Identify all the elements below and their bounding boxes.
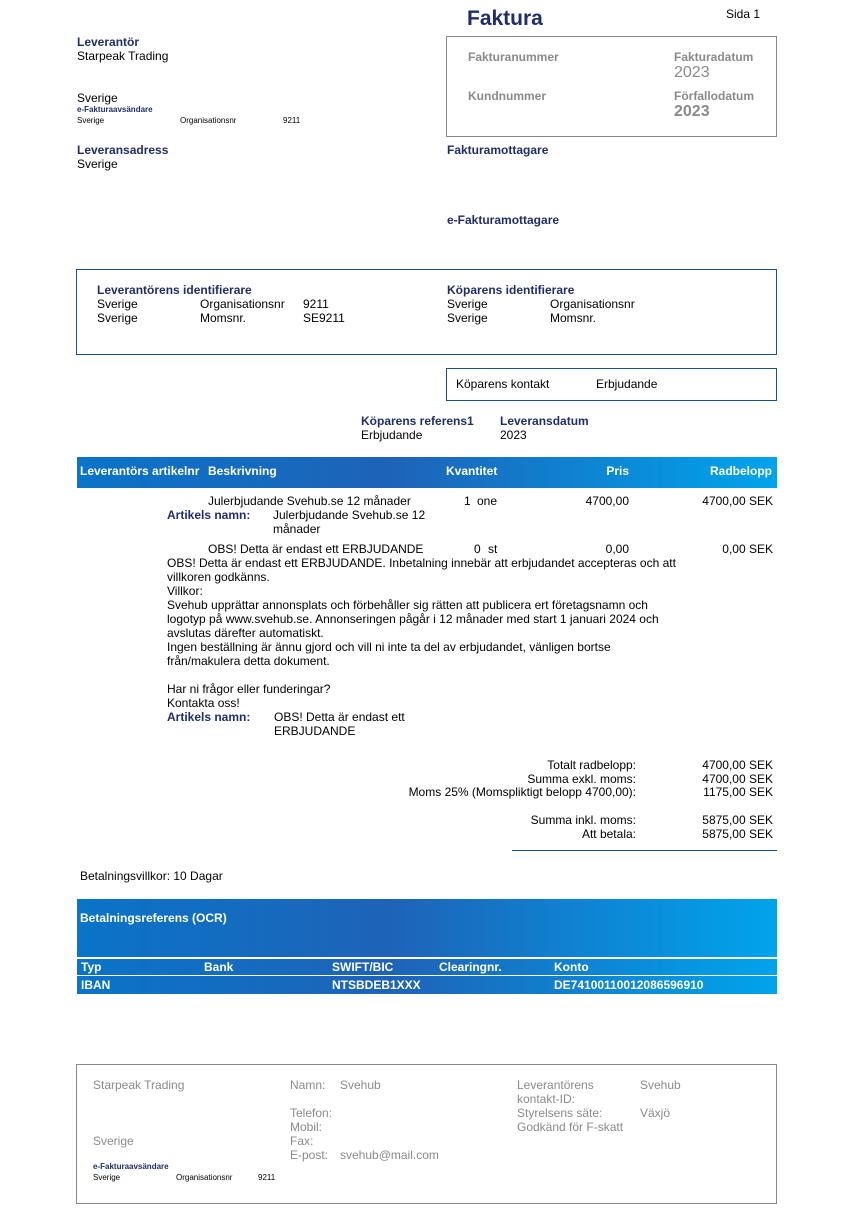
item2-note-4: Ingen beställning är ännu gjord och vill ni inte ta del av erbjudandet, vänligen bortse från/makulera detta dokument. — [167, 640, 611, 668]
customer-number-label: Kundnummer — [468, 89, 546, 103]
items-table-header — [77, 457, 777, 488]
buyer-id-label-1: Organisationsnr — [550, 297, 635, 311]
due-date-label: Förfallodatum — [674, 89, 754, 103]
invoice-date-label: Fakturadatum — [674, 50, 754, 64]
footer-contact-id: Svehub — [640, 1078, 681, 1092]
buyer-id-country-2: Sverige — [447, 311, 488, 325]
col-quantity: Kvantitet — [446, 464, 498, 478]
col-price: Pris — [606, 464, 629, 478]
supplier-name: Starpeak Trading — [77, 49, 169, 63]
item2-note-2: Villkor: — [167, 584, 203, 598]
buyer-contact-label: Köparens kontakt — [456, 377, 550, 391]
item2-note-5: Har ni frågor eller funderingar? — [167, 682, 331, 696]
supplier-id-label-1: Organisationsnr — [200, 297, 285, 311]
payment-row — [77, 976, 777, 994]
footer-email-label: E-post: — [290, 1148, 329, 1162]
footer-mobile-label: Mobil: — [290, 1120, 323, 1134]
supplier-label: Leverantör — [77, 35, 140, 49]
footer-company: Starpeak Trading — [93, 1078, 185, 1092]
supplier-ef-org-label: Organisationsnr — [180, 116, 237, 125]
supplier-id-value-1: 9211 — [303, 297, 329, 311]
footer-ef-country: Sverige — [93, 1173, 121, 1182]
sum-excl-vat-value: 4700,00 SEK — [702, 772, 773, 786]
delivery-address-label: Leveransadress — [77, 143, 169, 157]
payment-swift: NTSBDEB1XXX — [332, 978, 421, 992]
identifiers-box — [76, 269, 777, 355]
payment-table-header — [77, 959, 777, 975]
line-total-label: Totalt radbelopp: — [547, 758, 636, 772]
item1-name: Julerbjudande Svehub.se 12 månader — [273, 508, 426, 536]
footer-phone-label: Telefon: — [290, 1106, 333, 1120]
payment-type: IBAN — [81, 978, 111, 992]
col-swift: SWIFT/BIC — [332, 960, 394, 974]
item1-quantity: 1 — [464, 494, 471, 508]
payment-terms: Betalningsvillkor: 10 Dagar — [80, 869, 223, 883]
item1-name-label: Artikels namn: — [167, 508, 251, 522]
item2-name-label: Artikels namn: — [167, 710, 251, 724]
supplier-ef-country: Sverige — [77, 116, 105, 125]
item1-unit: one — [477, 494, 498, 508]
supplier-efaktura-label: e-Fakturaavsändare — [77, 105, 153, 114]
col-line-total: Radbelopp — [710, 464, 772, 478]
footer-name: Svehub — [340, 1078, 381, 1092]
item2-unit: st — [488, 542, 498, 556]
supplier-id-value-2: SE9211 — [303, 311, 345, 325]
item2-note-1: OBS! Detta är endast ett ERBJUDANDE. Inbetalning innebär att erbjudandet accepteras och att villkoren godkänns. — [167, 556, 676, 584]
footer-seat-label: Styrelsens säte: — [517, 1106, 603, 1120]
sum-incl-vat-value: 5875,00 SEK — [702, 813, 773, 827]
col-type: Typ — [81, 960, 102, 974]
e-invoice-recipient-label: e-Fakturamottagare — [447, 213, 560, 227]
footer-ftax: Godkänd för F-skatt — [517, 1120, 624, 1134]
vat-label: Moms 25% (Momspliktigt belopp 4700,00): — [408, 785, 636, 799]
item2-note-3: Svehub upprättar annonsplats och förbehåller sig rätten att publicera ert företagsnamn och logotyp på www.svehub.se. Annonseringen pågår i 12 månader med start 1 januari 2024 och avslutas därefter automatiskt. — [167, 598, 659, 640]
item2-name: OBS! Detta är endast ett ERBJUDANDE — [274, 710, 405, 738]
footer-country: Sverige — [93, 1134, 134, 1148]
supplier-ef-org: 9211 — [283, 116, 301, 125]
col-description: Beskrivning — [208, 464, 277, 478]
item2-total: 0,00 SEK — [722, 542, 773, 556]
col-article-number: Leverantörs artikelnr — [80, 464, 200, 478]
supplier-country: Sverige — [77, 91, 118, 105]
buyer-reference-label: Köparens referens1 — [361, 414, 474, 428]
invoice-recipient-label: Fakturamottagare — [447, 143, 549, 157]
col-account: Konto — [554, 960, 589, 974]
payment-account: DE74100110012086596910 — [554, 978, 704, 992]
line-total-value: 4700,00 SEK — [702, 758, 773, 772]
item2-quantity: 0 — [474, 542, 481, 556]
footer-ef-label: e-Fakturaavsändare — [93, 1162, 169, 1171]
col-clearing: Clearingnr. — [439, 960, 502, 974]
col-bank: Bank — [204, 960, 234, 974]
invoice-title: Faktura — [467, 7, 543, 30]
sum-excl-vat-label: Summa exkl. moms: — [527, 772, 636, 786]
buyer-id-country-1: Sverige — [447, 297, 488, 311]
buyer-reference-value: Erbjudande — [361, 428, 423, 442]
footer-ef-org: 9211 — [258, 1173, 276, 1182]
item1-description: Julerbjudande Svehub.se 12 månader — [208, 494, 411, 508]
footer-fax-label: Fax: — [290, 1134, 314, 1148]
footer-contact-id-label: Leverantörens kontakt-ID: — [517, 1078, 594, 1106]
ocr-label: Betalningsreferens (OCR) — [80, 911, 227, 925]
footer-name-label: Namn: — [290, 1078, 326, 1092]
supplier-id-label-2: Momsnr. — [200, 311, 247, 325]
vat-value: 1175,00 SEK — [703, 785, 773, 799]
supplier-id-country-1: Sverige — [97, 297, 138, 311]
supplier-id-country-2: Sverige — [97, 311, 138, 325]
item1-total: 4700,00 SEK — [702, 494, 773, 508]
payment-reference-block — [77, 899, 777, 957]
item2-description: OBS! Detta är endast ett ERBJUDANDE — [208, 542, 424, 556]
delivery-country: Sverige — [77, 157, 118, 171]
item2-price: 0,00 — [605, 542, 629, 556]
invoice-date: 2023 — [674, 64, 710, 81]
totals-divider — [512, 850, 777, 851]
invoice-number-label: Fakturanummer — [468, 50, 559, 64]
sum-incl-vat-label: Summa inkl. moms: — [530, 813, 636, 827]
delivery-date-value: 2023 — [500, 428, 527, 442]
amount-to-pay-value: 5875,00 SEK — [702, 827, 773, 841]
item2-note-6: Kontakta oss! — [167, 696, 240, 710]
buyer-identifiers-label: Köparens identifierare — [447, 283, 575, 297]
item1-price: 4700,00 — [585, 494, 629, 508]
due-date: 2023 — [674, 103, 710, 120]
footer-ef-org-label: Organisationsnr — [176, 1173, 233, 1182]
footer-seat: Växjö — [640, 1106, 671, 1120]
buyer-contact-value: Erbjudande — [596, 377, 658, 391]
buyer-id-label-2: Momsnr. — [550, 311, 597, 325]
supplier-identifiers-label: Leverantörens identifierare — [97, 283, 252, 297]
delivery-date-label: Leveransdatum — [500, 414, 589, 428]
amount-to-pay-label: Att betala: — [581, 827, 636, 841]
page-number: Sida 1 — [726, 7, 761, 21]
footer-email: svehub@mail.com — [340, 1148, 439, 1162]
